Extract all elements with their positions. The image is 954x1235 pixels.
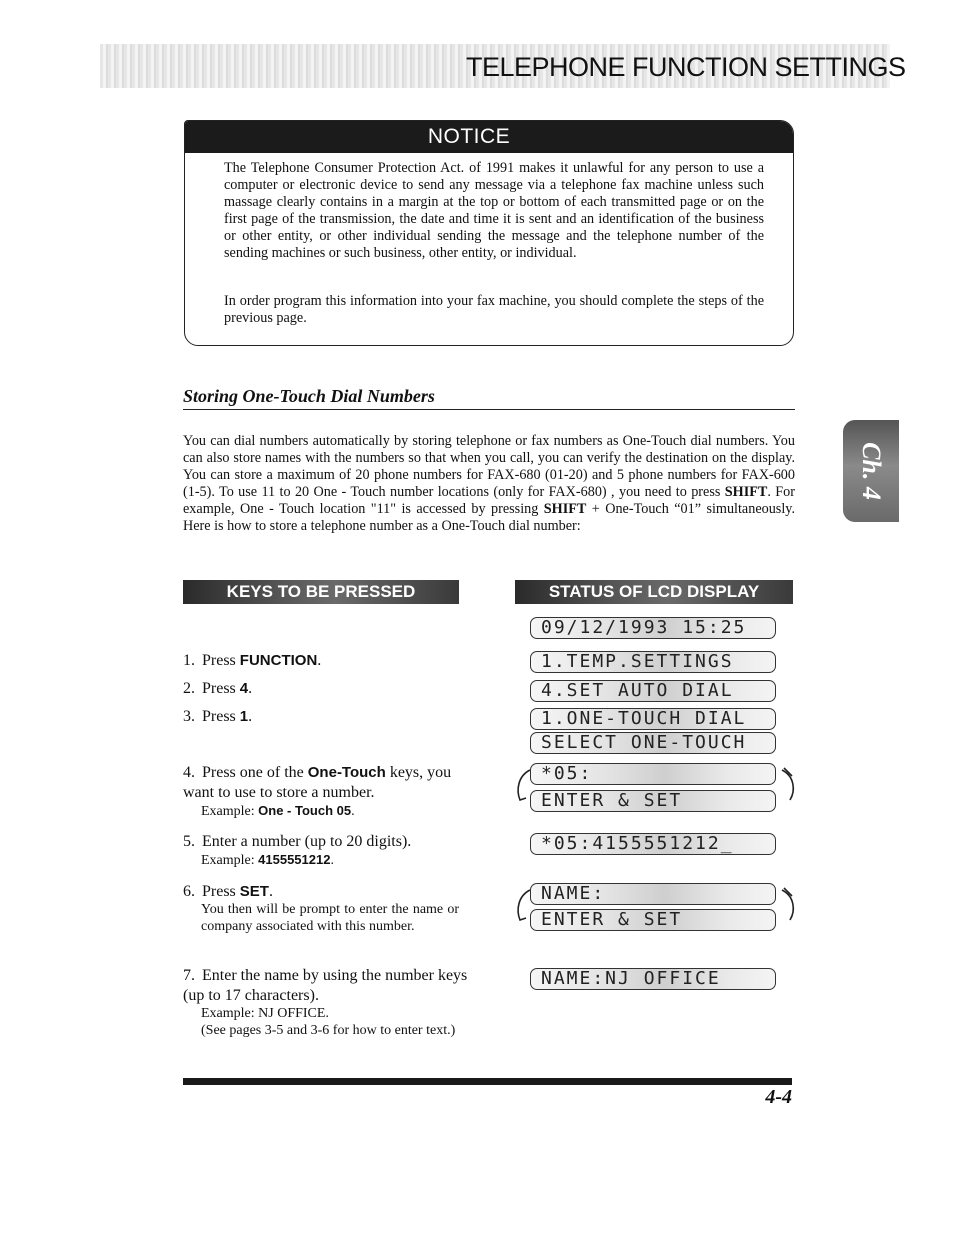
- lcd-set-auto-dial: 4.SET AUTO DIAL: [530, 680, 776, 702]
- step-3: [183, 707, 473, 727]
- step-4-example: [201, 802, 459, 820]
- step-number: 6.: [183, 883, 195, 900]
- step-7-example: Example: NJ OFFICE.: [201, 1006, 329, 1021]
- example-value: One - Touch 05: [258, 803, 352, 818]
- lcd-number-entry: *05:4155551212_: [530, 833, 776, 855]
- step-6: [183, 882, 473, 902]
- example-value: 4155551212: [258, 852, 331, 867]
- key-function: FUNCTION: [239, 652, 318, 669]
- lcd-datetime: 09/12/1993 15:25: [530, 617, 776, 639]
- lcd-select-one-touch: SELECT ONE-TOUCH: [530, 732, 776, 754]
- key-4: 4: [239, 680, 249, 697]
- intro-shift-key-1: SHIFT: [724, 484, 768, 500]
- section-heading: Storing One-Touch Dial Numbers: [183, 386, 435, 406]
- example-label: Example:: [201, 804, 259, 819]
- step-1: [183, 651, 473, 671]
- page-number: 4-4: [765, 1086, 792, 1108]
- chapter-label-text: Ch. 4: [857, 442, 886, 500]
- intro-text-2: . For example, One - Touch location "11" is accessed by pressing: [183, 484, 795, 517]
- lcd-name-prompt: NAME:: [530, 883, 776, 905]
- step-number: 4.: [183, 764, 195, 781]
- section-rule: [183, 409, 795, 410]
- example-punct: .: [351, 804, 355, 819]
- step-5: [183, 832, 473, 852]
- keys-to-be-pressed-header: KEYS TO BE PRESSED: [183, 580, 459, 604]
- step-text-after: keys, you want to use to store a number.: [183, 764, 452, 801]
- step-text: Press: [202, 680, 240, 697]
- key-one-touch: One-Touch: [307, 764, 386, 781]
- step-text: Press: [202, 708, 240, 725]
- step-text: Enter a number (up to 20 digits).: [202, 833, 412, 850]
- step-7-note: (See pages 3-5 and 3-6 for how to enter text.): [201, 1023, 456, 1038]
- intro-paragraph: [183, 433, 795, 535]
- step-text: Press: [202, 883, 240, 900]
- step-punct: .: [248, 680, 253, 697]
- step-text: Press: [202, 652, 240, 669]
- notice-paragraph-1: The Telephone Consumer Protection Act. of 1991 makes it unlawful for any person to use a computer or electronic device to send any message via a telephone fax machine unless such massage clearly contains in a margin at the top or bottom of each transmitted page or on the first page of the transmission, the date and time it is sent and an identification of the business or other entity, or other individual sending the message and the telephone number of the sending machines or such business, other entity, or individual.: [224, 160, 764, 261]
- lcd-status-header: STATUS OF LCD DISPLAY: [515, 580, 793, 604]
- lcd-temp-settings: 1.TEMP.SETTINGS: [530, 651, 776, 673]
- step-4: [183, 763, 473, 803]
- step-punct: .: [317, 652, 322, 669]
- step-number: 1.: [183, 652, 195, 669]
- notice-paragraph-2: In order program this information into your fax machine, you should complete the steps of the previous page.: [224, 293, 764, 326]
- step-text: Enter the name by using the number keys (up to 17 characters).: [183, 967, 468, 1004]
- notice-title: NOTICE: [427, 125, 511, 148]
- step-5-example: [201, 851, 459, 869]
- step-text: Press one of the: [202, 764, 308, 781]
- intro-text-3: + One-Touch “01” simultaneously. Here is how to store a telephone number as a One-Touch dial number:: [183, 501, 795, 534]
- lcd-enter-and-set-2: ENTER & SET: [530, 909, 776, 931]
- chapter-tab-label: [843, 420, 899, 522]
- lcd-name-entry: NAME:NJ OFFICE: [530, 968, 776, 990]
- lcd-one-touch-dial: 1.ONE-TOUCH DIAL: [530, 708, 776, 730]
- lcd-enter-and-set: ENTER & SET: [530, 790, 776, 812]
- step-punct: .: [248, 708, 253, 725]
- step-number: 2.: [183, 680, 195, 697]
- example-label: Example:: [201, 853, 259, 868]
- intro-shift-key-2: SHIFT: [543, 501, 587, 517]
- example-punct: .: [330, 853, 334, 868]
- step-number: 7.: [183, 967, 195, 984]
- step-number: 3.: [183, 708, 195, 725]
- key-1: 1: [239, 708, 249, 725]
- key-set: SET: [239, 883, 269, 900]
- step-6-note: You then will be prompt to enter the name or company associated with this number.: [201, 902, 459, 934]
- intro-text-1: You can dial numbers automatically by storing telephone or fax numbers as One-Touch dial numbers. You can also store names with the numbers so that when you call, you can verify the destination on the display. You can store a maximum of 20 phone numbers for FAX-680 (01-20) and 5 phone numbers for FAX-600 (1-5). To use 11 to 20 One - Touch number locations (only for FAX-680) , you need to press: [183, 433, 795, 500]
- footer-rule: [183, 1078, 792, 1085]
- step-punct: .: [268, 883, 273, 900]
- step-7: [183, 966, 473, 1006]
- step-2: [183, 679, 473, 699]
- page-title: TELEPHONE FUNCTION SETTINGS: [466, 52, 906, 82]
- lcd-one-touch-slot: *05:: [530, 763, 776, 785]
- step-number: 5.: [183, 833, 195, 850]
